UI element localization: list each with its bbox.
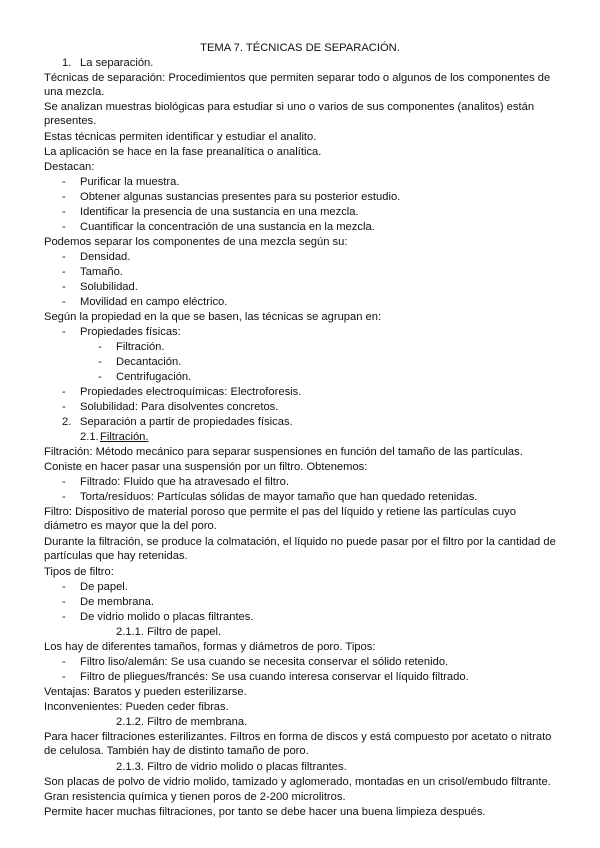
tipos-label: Tipos de filtro: xyxy=(44,566,114,578)
definition-paragraph: Técnicas de separación: Procedimientos que permiten separar todo o algunos de los componentes de una mezcla. xyxy=(44,72,551,98)
papel-tipo-item: Filtro de pliegues/francés: Se usa cuando interesa conservar el líquido filtrado. xyxy=(80,671,469,683)
loshay-paragraph: Los hay de diferentes tamaños, formas y diámetros de poro. Tipos: xyxy=(44,641,376,653)
bullet-dash: - xyxy=(62,401,66,413)
section-2-1-1-heading: 2.1.1. Filtro de papel. xyxy=(116,626,222,638)
bullet-dash: - xyxy=(62,251,66,263)
filtracion-paragraph: Filtración: Método mecánico para separar suspensiones en función del tamaño de las partículas. xyxy=(44,446,523,458)
podemos-paragraph: Podemos separar los componentes de una mezcla según su: xyxy=(44,236,348,248)
aplicacion-paragraph: La aplicación se hace en la fase preanalítica o analítica. xyxy=(44,146,322,158)
bullet-dash: - xyxy=(62,176,66,188)
document-title: TEMA 7. TÉCNICAS DE SEPARACIÓN. xyxy=(200,42,400,54)
resistencia-paragraph: Gran resistencia química y tienen poros de 2-200 microlitros. xyxy=(44,791,346,803)
fisicas-label: Propiedades físicas: xyxy=(80,326,181,338)
section-2-1-title: Filtración. xyxy=(100,431,149,443)
tipo-item: De membrana. xyxy=(80,596,154,608)
section-1-title: La separación. xyxy=(80,57,154,69)
grupo-item: Propiedades electroquímicas: Electroforesis. xyxy=(80,386,302,398)
permite-paragraph: Permite hacer muchas filtraciones, por tanto se debe hacer una buena limpieza después. xyxy=(44,806,486,818)
papel-tipo-item: Filtro liso/alemán: Se usa cuando se necesita conservar el sólido retenido. xyxy=(80,656,449,668)
durante-paragraph: Durante la filtración, se produce la colmatación, el líquido no puede pasar por el filtro por la cantidad de partículas que hay retenidas. xyxy=(44,536,556,562)
bullet-dash: - xyxy=(62,386,66,398)
section-1-number: 1. xyxy=(62,57,72,69)
tipo-item: De papel. xyxy=(80,581,128,593)
bullet-dash: - xyxy=(98,341,102,353)
bullet-dash: - xyxy=(98,371,102,383)
section-2-title: Separación a partir de propiedades físicas. xyxy=(80,416,293,428)
bullet-dash: - xyxy=(98,356,102,368)
propiedad-item: Solubilidad. xyxy=(80,281,138,293)
propiedad-item: Tamaño. xyxy=(80,266,123,278)
bullet-dash: - xyxy=(62,326,66,338)
fisica-item: Centrifugación. xyxy=(116,371,192,383)
propiedad-item: Movilidad en campo eléctrico. xyxy=(80,296,228,308)
obtenemos-item: Torta/resíduos: Partículas sólidas de mayor tamaño que han quedado retenidas. xyxy=(80,491,478,503)
section-2-1-3-heading: 2.1.3. Filtro de vidrio molido o placas filtrantes. xyxy=(116,761,347,773)
section-2-1-number: 2.1. xyxy=(80,431,99,443)
bullet-dash: - xyxy=(62,281,66,293)
destacan-item: Identificar la presencia de una sustancia en una mezcla. xyxy=(80,206,359,218)
grupo-item: Solubilidad: Para disolventes concretos. xyxy=(80,401,279,413)
bullet-dash: - xyxy=(62,656,66,668)
ventajas-paragraph: Ventajas: Baratos y pueden esterilizarse. xyxy=(44,686,247,698)
bullet-dash: - xyxy=(62,206,66,218)
destacan-item: Obtener algunas sustancias presentes para su posterior estudio. xyxy=(80,191,401,203)
fisica-item: Decantación. xyxy=(116,356,182,368)
destacan-label: Destacan: xyxy=(44,161,95,173)
bullet-dash: - xyxy=(62,581,66,593)
filtro-paragraph: Filtro: Dispositivo de material poroso que permite el pas del líquido y retiene las partículas cuyo diámetro es mayor que la del poro. xyxy=(44,506,516,532)
section-2-number: 2. xyxy=(62,416,72,428)
fisica-item: Filtración. xyxy=(116,341,165,353)
membrana-paragraph: Para hacer filtraciones esterilizantes. Filtros en forma de discos y está compuesto por acetato o nitrato de celulosa. También hay de distinto tamaño de poro. xyxy=(44,731,552,757)
bullet-dash: - xyxy=(62,296,66,308)
obtenemos-item: Filtrado: Fluido que ha atravesado el filtro. xyxy=(80,476,289,488)
segun-paragraph: Según la propiedad en la que se basen, las técnicas se agrupan en: xyxy=(44,311,382,323)
destacan-item: Cuantificar la concentración de una sustancia en la mezcla. xyxy=(80,221,375,233)
consiste-paragraph: Coniste en hacer pasar una suspensión por un filtro. Obtenemos: xyxy=(44,461,368,473)
destacan-item: Purificar la muestra. xyxy=(80,176,180,188)
placas-paragraph: Son placas de polvo de vidrio molido, tamizado y aglomerado, montadas en un crisol/embudo filtrante. xyxy=(44,776,551,788)
bullet-dash: - xyxy=(62,611,66,623)
tipo-item: De vidrio molido o placas filtrantes. xyxy=(80,611,254,623)
section-2-1-2-heading: 2.1.2. Filtro de membrana. xyxy=(116,716,248,728)
inconvenientes-paragraph: Inconvenientes: Pueden ceder fibras. xyxy=(44,701,229,713)
bullet-dash: - xyxy=(62,596,66,608)
bullet-dash: - xyxy=(62,221,66,233)
bullet-dash: - xyxy=(62,671,66,683)
bullet-dash: - xyxy=(62,191,66,203)
propiedad-item: Densidad. xyxy=(80,251,131,263)
analizan-paragraph: Se analizan muestras biológicas para estudiar si uno o varios de sus componentes (analitos) están presentes. xyxy=(44,101,535,127)
identificar-paragraph: Estas técnicas permiten identificar y estudiar el analito. xyxy=(44,131,317,143)
bullet-dash: - xyxy=(62,266,66,278)
bullet-dash: - xyxy=(62,491,66,503)
bullet-dash: - xyxy=(62,476,66,488)
